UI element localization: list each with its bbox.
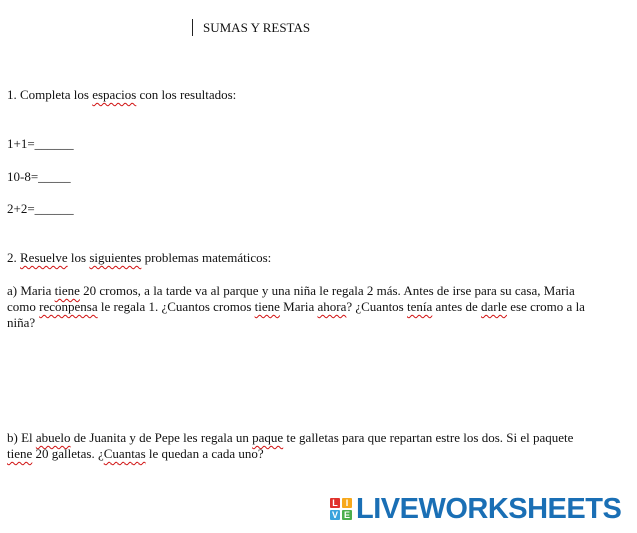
problem-text: le regala 1. ¿Cuantos cromos <box>97 299 255 314</box>
question-2 <box>7 250 271 266</box>
problem-text: b) El <box>7 430 36 445</box>
problem-text: de Juanita y de Pepe les regala un <box>70 430 253 445</box>
spellcheck-word: Cuantas <box>103 446 146 461</box>
q2-text: problemas matemáticos: <box>141 250 272 265</box>
spellcheck-word: paque <box>252 430 284 445</box>
problem-text: te galletas para que repartan estre los dos. Si el paquete <box>283 430 574 445</box>
spellcheck-word: tiene <box>54 283 80 298</box>
live-tiles-icon <box>330 498 352 520</box>
spellcheck-word: tenía <box>407 299 433 314</box>
tile-i: I <box>342 498 352 508</box>
q2-text: los <box>67 250 90 265</box>
q1-text: 1. Completa los <box>7 87 93 102</box>
spellcheck-word: Resuelve <box>20 250 68 265</box>
problem-text: ese cromo a la niña? <box>7 299 585 330</box>
text-cursor <box>192 19 193 36</box>
spellcheck-word: tiene <box>7 446 33 461</box>
exercise-1[interactable]: 1+1=______ <box>7 136 74 151</box>
problem-text: 20 cromos, a la tarde va al parque y una niña le regala 2 más. Antes de irse para su casa, Maria como <box>7 283 575 314</box>
problem-text: antes de <box>432 299 481 314</box>
problem-text: 20 galletas. ¿ <box>32 446 104 461</box>
spellcheck-word: espacios <box>92 87 137 102</box>
problem-a <box>7 283 587 331</box>
exercise-2[interactable]: 10-8=_____ <box>7 169 71 184</box>
tile-e: E <box>343 510 350 520</box>
exercise-3[interactable]: 2+2=______ <box>7 201 74 216</box>
spellcheck-word: tiene <box>254 299 280 314</box>
spellcheck-word: abuelo <box>35 430 71 445</box>
spellcheck-word: siguientes <box>89 250 142 265</box>
question-1 <box>7 87 236 103</box>
brand-text: LIVEWORKSHEETS <box>356 493 622 525</box>
problem-text: Maria <box>279 299 318 314</box>
problem-b <box>7 430 577 462</box>
tile-v: V <box>331 510 338 520</box>
spellcheck-word: ahora <box>317 299 347 314</box>
spellcheck-word: reconpensa <box>39 299 98 314</box>
problem-text: a) Maria <box>7 283 55 298</box>
q2-text: 2. <box>7 250 20 265</box>
liveworksheets-logo <box>330 494 621 524</box>
tile-l: L <box>330 498 340 508</box>
spellcheck-word: darle <box>481 299 507 314</box>
problem-text: le quedan a cada uno? <box>145 446 264 461</box>
worksheet-title: SUMAS Y RESTAS <box>203 20 311 35</box>
q1-text: con los resultados: <box>136 87 237 102</box>
problem-text: ? ¿Cuantos <box>346 299 407 314</box>
